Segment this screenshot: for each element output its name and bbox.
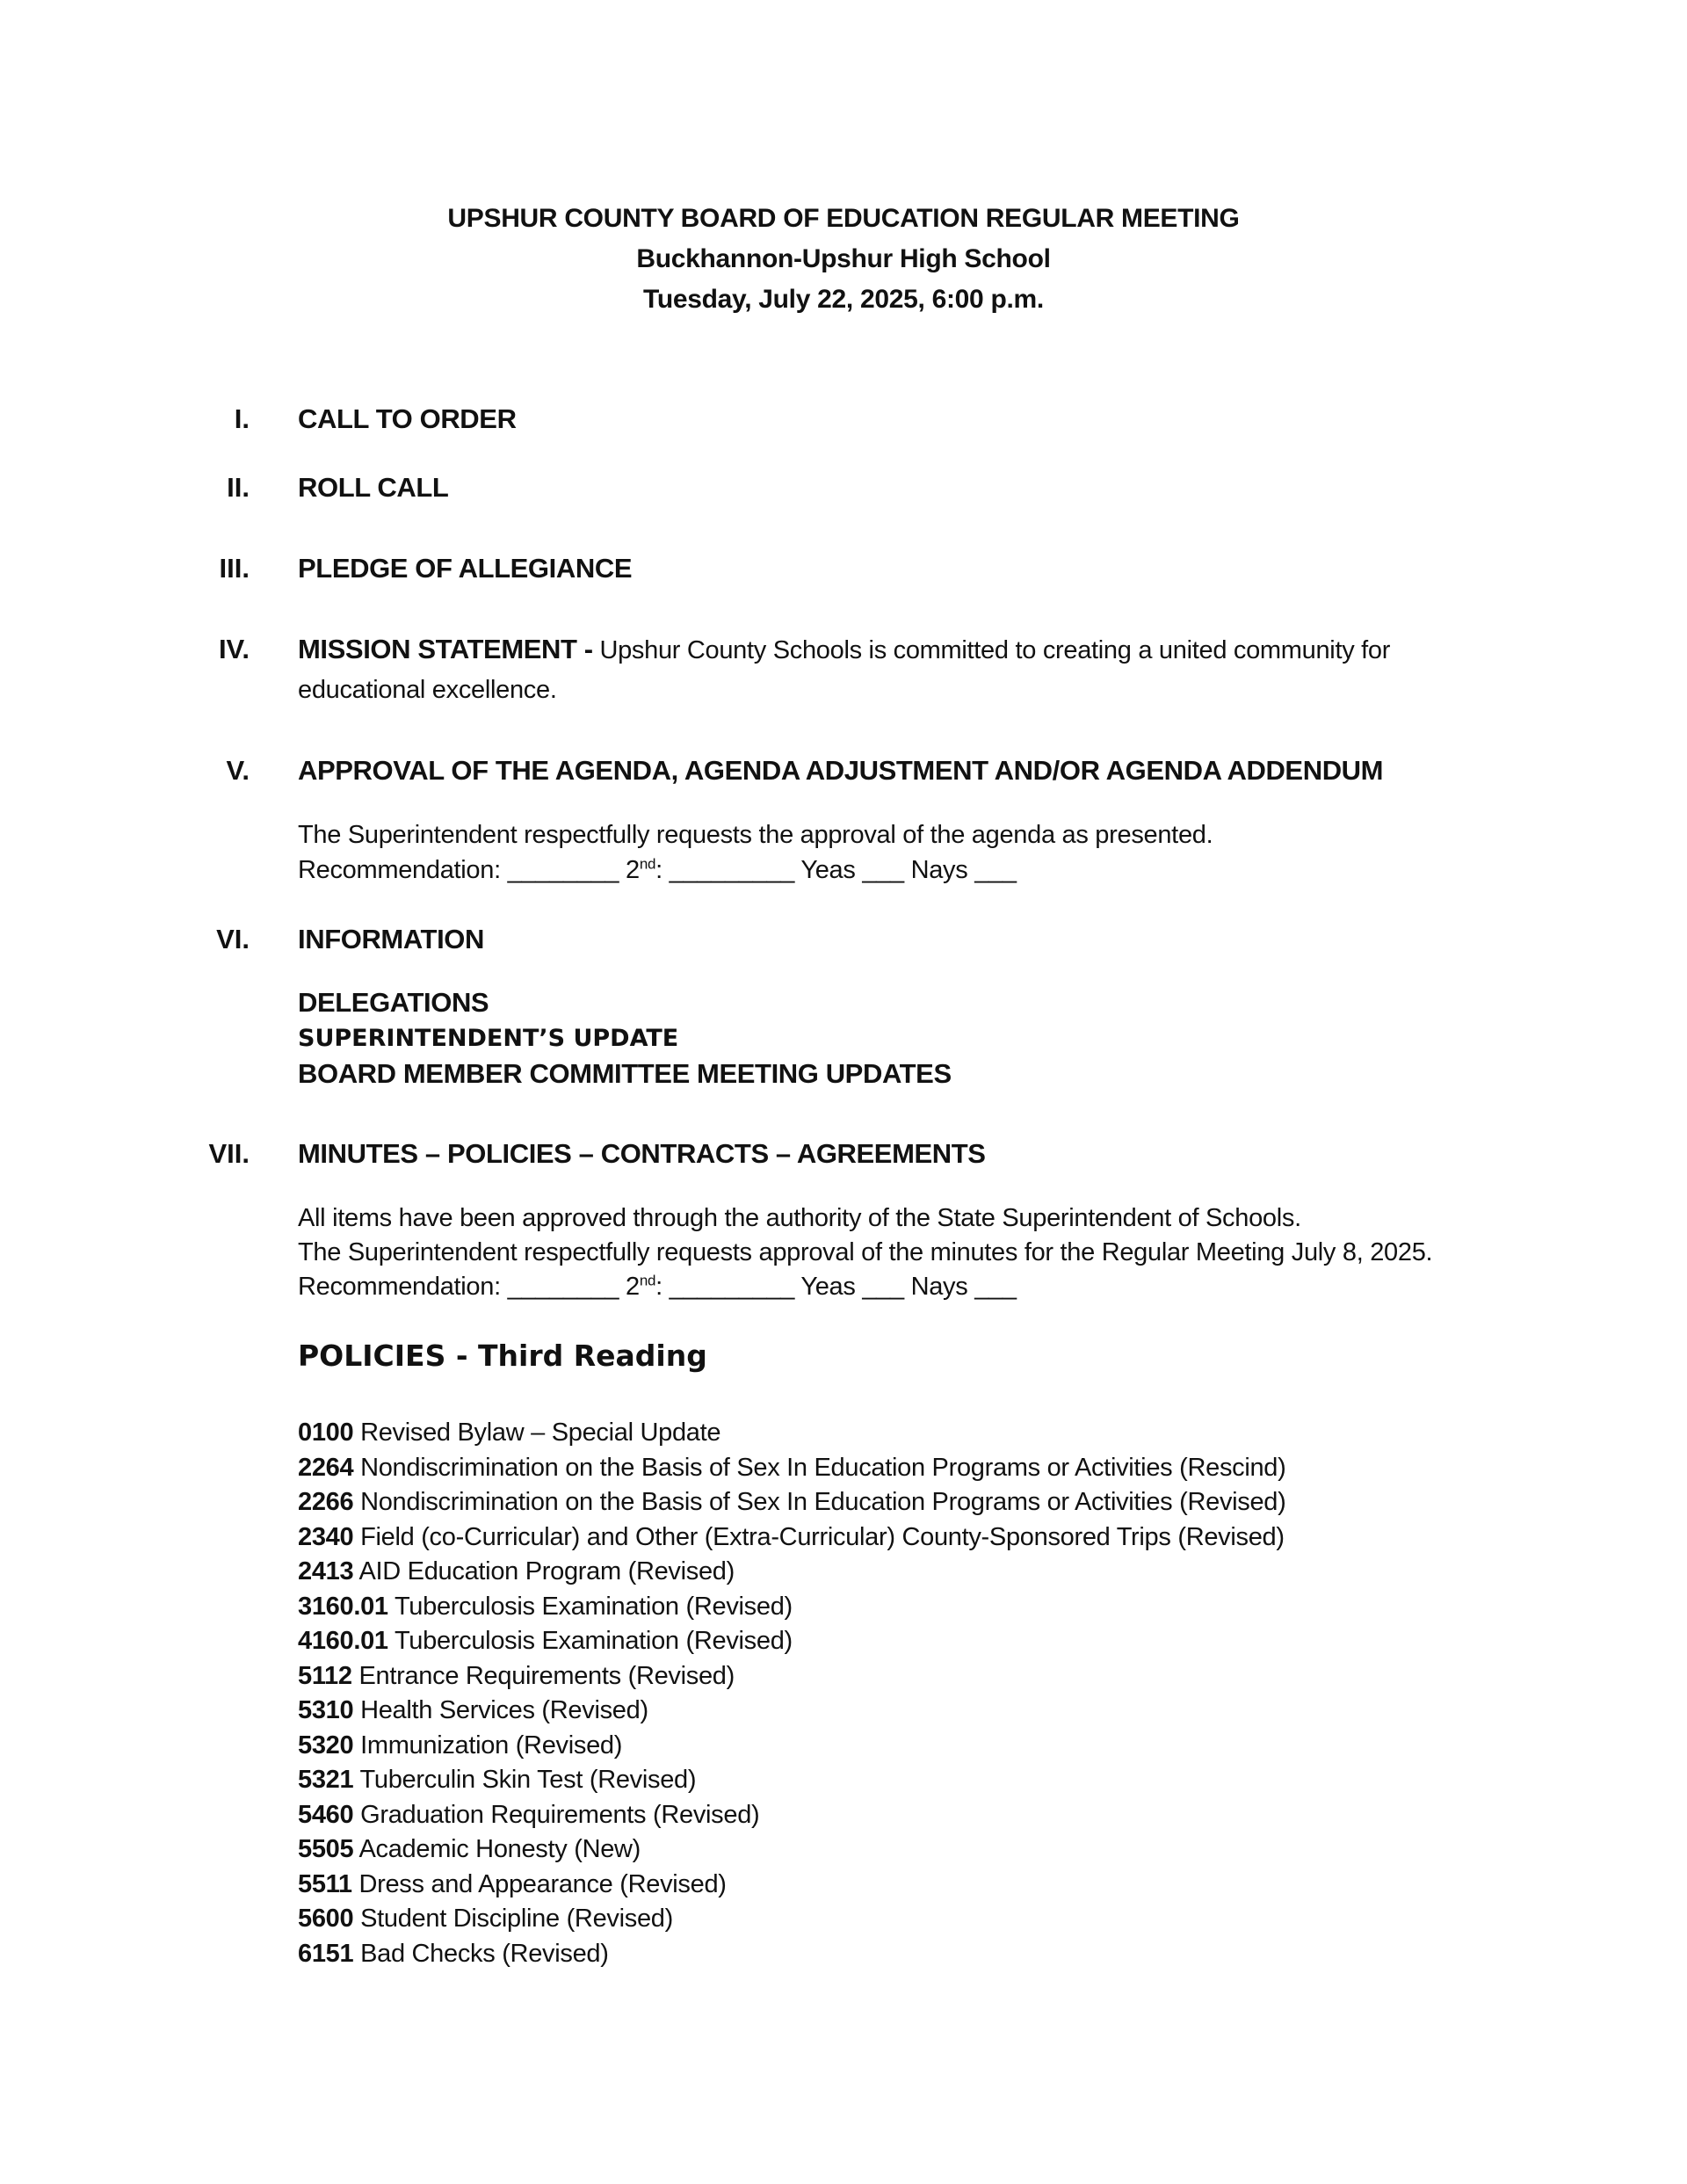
- meeting-location: Buckhannon-Upshur High School: [636, 244, 1051, 273]
- policy-description: Graduation Requirements (Revised): [353, 1800, 760, 1829]
- section-title: ROLL CALL: [298, 472, 449, 503]
- policy-code: 2340: [298, 1522, 354, 1551]
- policy-item: [298, 1763, 1286, 1798]
- policy-item: [298, 1937, 1286, 1972]
- policy-code: 6151: [298, 1939, 354, 1968]
- ordinal-suffix: nd: [639, 1272, 656, 1289]
- policy-item: [298, 1416, 1286, 1451]
- policy-item: [298, 1659, 1286, 1694]
- policy-item: [298, 1590, 1286, 1625]
- mission-statement-line: [298, 629, 1390, 671]
- policy-item: [298, 1451, 1286, 1486]
- policies-heading: POLICIES - Third Reading: [298, 1339, 707, 1373]
- policy-code: 5320: [298, 1731, 354, 1760]
- policy-item: [298, 1868, 1286, 1903]
- section-title: APPROVAL OF THE AGENDA, AGENDA ADJUSTMENT AND/OR AGENDA ADDENDUM: [298, 755, 1384, 786]
- section-title: MISSION STATEMENT -: [298, 634, 593, 664]
- mission-text-part2: educational excellence.: [298, 676, 557, 704]
- section-number: V.: [226, 755, 250, 786]
- policy-description: AID Education Program (Revised): [353, 1557, 735, 1585]
- policy-code: 4160.01: [298, 1627, 388, 1655]
- meeting-datetime: Tuesday, July 22, 2025, 6:00 p.m.: [643, 285, 1044, 314]
- policy-item: [298, 1555, 1286, 1590]
- policy-description: Tuberculosis Examination (Revised): [387, 1627, 793, 1655]
- agenda-recommendation-line: [298, 853, 1017, 888]
- section-number: IV.: [218, 634, 250, 664]
- meeting-title: UPSHUR COUNTY BOARD OF EDUCATION REGULAR MEETING: [447, 204, 1240, 233]
- minutes-request-text: The Superintendent respectfully requests approval of the minutes for the Regular Meeting July 8, 2025.: [298, 1238, 1433, 1266]
- recommendation-prefix: Recommendation: ________ 2: [298, 856, 640, 884]
- policy-item: [298, 1520, 1286, 1556]
- policy-item: [298, 1832, 1286, 1868]
- policy-item: [298, 1624, 1286, 1659]
- policy-description: Dress and Appearance (Revised): [351, 1869, 727, 1898]
- policy-code: 5460: [298, 1800, 354, 1829]
- policy-code: 5505: [298, 1835, 354, 1863]
- policy-code: 2264: [298, 1453, 354, 1482]
- policy-description: Tuberculosis Examination (Revised): [387, 1592, 793, 1621]
- recommendation-prefix: Recommendation: ________ 2: [298, 1273, 640, 1301]
- policy-code: 5511: [298, 1869, 352, 1898]
- policy-code: 2266: [298, 1488, 354, 1516]
- policy-code: 2413: [298, 1557, 354, 1585]
- policy-item: [298, 1694, 1286, 1729]
- policy-item: [298, 1902, 1286, 1937]
- document-header: [0, 199, 1687, 320]
- agenda-request-text: The Superintendent respectfully requests the approval of the agenda as presented.: [298, 821, 1213, 849]
- section-number: VI.: [216, 924, 250, 954]
- section-title: INFORMATION: [298, 924, 484, 954]
- policy-description: Student Discipline (Revised): [353, 1905, 673, 1933]
- section-number: I.: [234, 403, 250, 434]
- mission-text-part1: Upshur County Schools is committed to creating a united community for: [592, 636, 1391, 664]
- policy-code: 0100: [298, 1419, 354, 1447]
- policy-code: 5321: [298, 1766, 354, 1794]
- policy-description: Immunization (Revised): [353, 1731, 623, 1760]
- recommendation-suffix: : _________ Yeas ___ Nays ___: [655, 1273, 1017, 1301]
- section-number: II.: [227, 472, 250, 503]
- policy-item: [298, 1729, 1286, 1764]
- policy-description: Nondiscrimination on the Basis of Sex In Education Programs or Activities (Rescind): [353, 1453, 1286, 1482]
- info-board-member-updates: BOARD MEMBER COMMITTEE MEETING UPDATES: [298, 1058, 952, 1089]
- section-number: VII.: [208, 1138, 250, 1169]
- policy-description: Nondiscrimination on the Basis of Sex In Education Programs or Activities (Revised): [353, 1488, 1286, 1516]
- minutes-recommendation-line: [298, 1269, 1017, 1304]
- policy-code: 5310: [298, 1696, 354, 1724]
- section-title: CALL TO ORDER: [298, 403, 517, 434]
- policy-description: Academic Honesty (New): [353, 1835, 641, 1863]
- approval-authority-text: All items have been approved through the authority of the State Superintendent of Schools.: [298, 1204, 1301, 1232]
- policy-code: 5112: [298, 1661, 352, 1690]
- section-title: PLEDGE OF ALLEGIANCE: [298, 553, 633, 584]
- policy-code: 5600: [298, 1905, 354, 1933]
- policy-description: Bad Checks (Revised): [353, 1939, 609, 1968]
- recommendation-suffix: : _________ Yeas ___ Nays ___: [655, 856, 1017, 884]
- section-number: III.: [219, 553, 250, 584]
- policy-description: Tuberculin Skin Test (Revised): [353, 1766, 697, 1794]
- section-title: MINUTES – POLICIES – CONTRACTS – AGREEMENTS: [298, 1138, 986, 1169]
- info-delegations: DELEGATIONS: [298, 987, 489, 1018]
- policy-description: Field (co-Curricular) and Other (Extra-Curricular) County-Sponsored Trips (Revised): [353, 1522, 1285, 1551]
- policy-description: Health Services (Revised): [353, 1696, 648, 1724]
- info-superintendent-update: SUPERINTENDENT’S UPDATE: [298, 1025, 679, 1052]
- policy-item: [298, 1798, 1286, 1833]
- policy-list: [298, 1416, 1286, 1971]
- policy-code: 3160.01: [298, 1592, 388, 1621]
- ordinal-suffix: nd: [639, 855, 656, 873]
- policy-description: Revised Bylaw – Special Update: [353, 1419, 721, 1447]
- policy-item: [298, 1485, 1286, 1520]
- policy-description: Entrance Requirements (Revised): [351, 1661, 735, 1690]
